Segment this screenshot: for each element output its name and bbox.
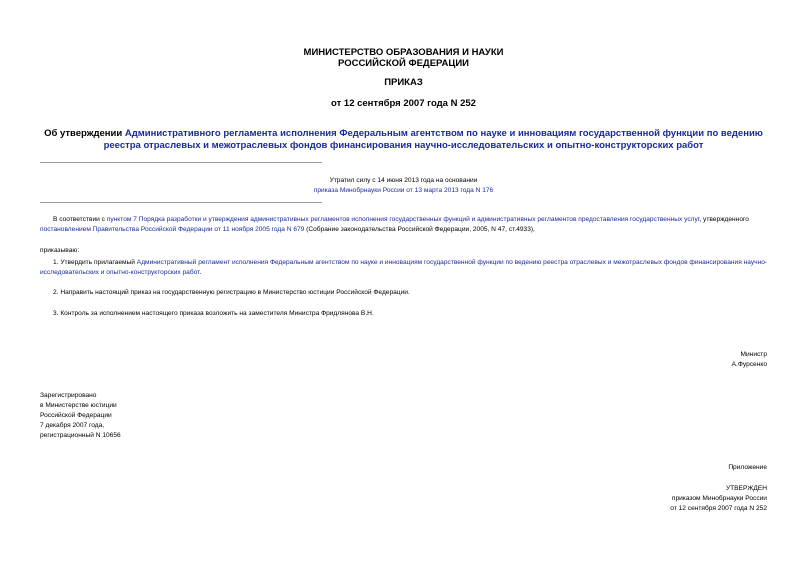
item-1-suffix: . xyxy=(199,269,202,276)
registration-block xyxy=(40,391,121,441)
registration-line-1: Зарегистрировано xyxy=(40,392,97,399)
top-divider xyxy=(40,162,322,163)
item-3-paragraph: 3. Контроль за исполнением настоящего приказа возложить на заместителя Министра Фридлянова В.Н. xyxy=(53,310,374,317)
preamble-text-3: (Собрание законодательства Российской Федерации, 2005, N 47, ст.4933), xyxy=(304,226,535,233)
registration-line-2: в Министерстве юстиции xyxy=(40,402,117,409)
signature-name: А.Фурсенко xyxy=(731,361,767,368)
registration-line-5: регистрационный N 10656 xyxy=(40,432,121,439)
status-note-text: Утратил силу с 14 июня 2013 года на основании xyxy=(329,177,478,184)
document-title xyxy=(40,128,767,152)
signature-position: Министр xyxy=(740,351,767,358)
approved-by-order: приказом Минобрнауки России xyxy=(671,495,767,502)
signature-block xyxy=(732,350,767,370)
preamble-link-2[interactable]: постановлением Правительства Российской Федерации от 11 ноября 2005 года N 679 xyxy=(40,226,305,233)
registration-line-3: Российской Федерации xyxy=(40,412,112,419)
preamble-paragraph xyxy=(40,215,769,235)
approved-date: от 12 сентября 2007 года N 252 xyxy=(670,505,767,512)
title-prefix: Об утверждении xyxy=(44,128,125,139)
order-date: от 12 сентября 2007 года N 252 xyxy=(331,98,476,109)
preamble-link-1[interactable]: пунктом 7 Порядка разработки и утверждения административных регламентов исполнения государственных функций и административных регламентов предоставления государственных услуг xyxy=(106,216,700,223)
status-note xyxy=(40,176,767,196)
item-1-link[interactable]: Административный регламент исполнения Федеральным агентством по науке и инновациям государственной функции по ведению реестра отраслевых и межотраслевых фондов финансирования научно-исследовательских и опытно-конструкторских работ xyxy=(40,259,768,276)
status-note-link[interactable]: приказа Минобрнауки России от 13 марта 2013 года N 176 xyxy=(313,187,494,194)
appendix-label: Приложение xyxy=(728,464,767,471)
ministry-line-1: МИНИСТЕРСТВО ОБРАЗОВАНИЯ И НАУКИ xyxy=(303,47,504,58)
preamble-text-2: , утвержденного xyxy=(699,216,749,223)
approval-block xyxy=(670,484,767,514)
ministry-line-2: РОССИЙСКОЙ ФЕДЕРАЦИИ xyxy=(337,58,469,69)
item-1-paragraph xyxy=(40,258,769,278)
registration-line-4: 7 декабря 2007 года, xyxy=(40,422,105,429)
ministry-heading xyxy=(0,47,807,69)
title-link[interactable]: Административного регламента исполнения Федеральным агентством по науке и инновациям государственной функции по ведению реестра отраслевых и межотраслевых фондов финансирования научно-исследовательских и опытно-конструкторских работ xyxy=(103,128,763,151)
order-word: ПРИКАЗ xyxy=(384,77,423,88)
orders-word: приказываю: xyxy=(40,247,80,254)
item-1-prefix: 1. Утвердить прилагаемый xyxy=(53,259,137,266)
preamble-text-1: В соответствии с xyxy=(53,216,107,223)
item-2-paragraph: 2. Направить настоящий приказ на государственную регистрацию в Министерство юстиции Российской Федерации. xyxy=(53,289,410,296)
bottom-divider xyxy=(40,202,322,203)
approved-word: УТВЕРЖДЕН xyxy=(725,485,767,492)
